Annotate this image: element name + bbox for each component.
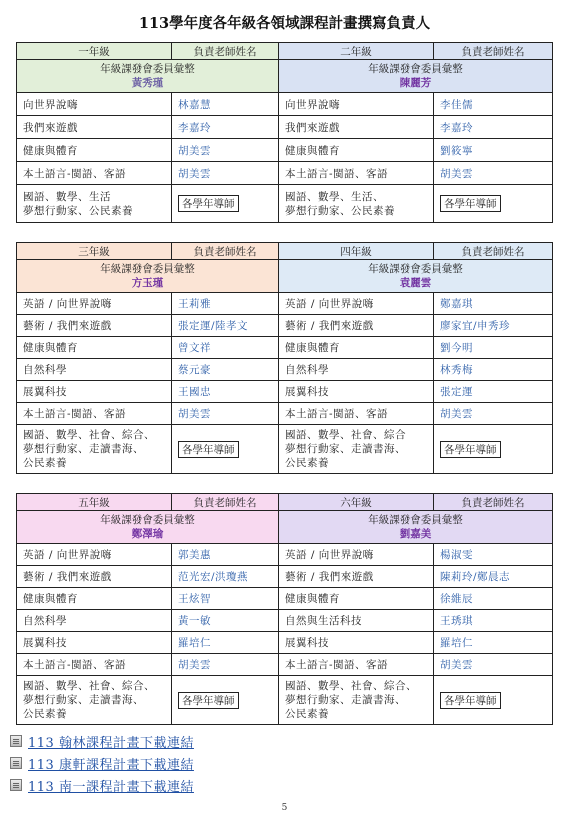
committee-cell xyxy=(17,511,279,544)
table-row xyxy=(17,403,553,425)
teacher-cell: 胡美雲 xyxy=(434,162,553,185)
teacher-column-header: 負責老師姓名 xyxy=(434,494,553,511)
subject-cell: 展翼科技 xyxy=(279,381,434,403)
table-row xyxy=(17,293,553,315)
committee-cell xyxy=(279,60,553,93)
committee-chair: 陳麗芳 xyxy=(399,77,432,89)
subject-cell: 藝術 / 我們來遊戲 xyxy=(17,566,172,588)
teacher-cell: 李佳儒 xyxy=(434,93,553,116)
grade-table-2 xyxy=(16,242,553,474)
table-row xyxy=(17,381,553,403)
homeroom-teacher-label: 各學年導師 xyxy=(178,692,239,709)
table-row xyxy=(17,93,553,116)
subject-cell: 英語 / 向世界說嗨 xyxy=(17,293,172,315)
subject-cell: 自然科學 xyxy=(17,359,172,381)
subject-cell: 藝術 / 我們來遊戲 xyxy=(17,315,172,337)
core-subjects-line: 國語、數學、社會、綜合、 xyxy=(285,680,417,692)
hanlin-download-link[interactable]: 113 翰林課程計畫下載連結 xyxy=(28,735,194,751)
teacher-cell: 楊淑雯 xyxy=(434,544,553,566)
subject-cell: 本土語言-閩語、客語 xyxy=(17,403,172,425)
nanyi-download-link[interactable]: 113 南一課程計畫下載連結 xyxy=(28,779,194,795)
core-subjects-line: 夢想行動家、公民素養 xyxy=(285,204,395,217)
teacher-column-header: 負責老師姓名 xyxy=(172,494,279,511)
subject-cell: 健康與體育 xyxy=(17,337,172,359)
grade-header: 五年級 xyxy=(17,494,172,511)
core-subjects-cell xyxy=(279,185,434,223)
teacher-cell: 羅培仁 xyxy=(434,632,553,654)
teacher-cell: 胡美雲 xyxy=(434,403,553,425)
table-row xyxy=(17,566,553,588)
homeroom-teacher-cell xyxy=(434,425,553,474)
teacher-cell: 胡美雲 xyxy=(434,654,553,676)
subject-cell: 我們來遊戲 xyxy=(17,116,172,139)
core-subjects-cell xyxy=(279,425,434,474)
table-row xyxy=(17,185,553,223)
committee-label: 年級課發會委員彙整 xyxy=(368,263,463,275)
grade-table-1 xyxy=(16,42,553,223)
teacher-cell: 胡美雲 xyxy=(172,162,279,185)
committee-label: 年級課發會委員彙整 xyxy=(100,63,195,75)
teacher-cell: 胡美雲 xyxy=(172,139,279,162)
subject-cell: 健康與體育 xyxy=(279,588,434,610)
teacher-cell: 林嘉慧 xyxy=(172,93,279,116)
core-subjects-line: 公民素養 xyxy=(285,708,329,720)
grade-header: 一年級 xyxy=(17,43,172,60)
teacher-cell: 王莉雅 xyxy=(172,293,279,315)
table-row xyxy=(17,139,553,162)
grade-header: 二年級 xyxy=(279,43,434,60)
teacher-cell: 黃一敏 xyxy=(172,610,279,632)
teacher-cell: 范光宏/洪瓊燕 xyxy=(172,566,279,588)
core-subjects-line: 國語、數學、生活 xyxy=(23,190,111,203)
committee-chair: 鄭澤瑜 xyxy=(131,528,164,540)
subject-cell: 健康與體育 xyxy=(279,337,434,359)
committee-label: 年級課發會委員彙整 xyxy=(368,514,463,526)
committee-label: 年級課發會委員彙整 xyxy=(100,263,195,275)
core-subjects-line: 國語、數學、社會、綜合 xyxy=(285,429,406,441)
grade-header: 三年級 xyxy=(17,243,172,260)
subject-cell: 本土語言-閩語、客語 xyxy=(279,403,434,425)
page-title: 113學年度各年級各領域課程計畫撰寫負責人 xyxy=(138,15,431,32)
link-row-kangxuan[interactable] xyxy=(10,752,194,774)
link-row-nanyi[interactable] xyxy=(10,774,194,796)
subject-cell: 本土語言-閩語、客語 xyxy=(279,654,434,676)
committee-chair: 方玉瑾 xyxy=(131,277,164,289)
core-subjects-line: 公民素養 xyxy=(23,708,67,720)
homeroom-teacher-cell xyxy=(172,425,279,474)
link-row-hanlin[interactable] xyxy=(10,730,194,752)
subject-cell: 藝術 / 我們來遊戲 xyxy=(279,566,434,588)
table-row xyxy=(17,425,553,474)
teacher-cell: 胡美雲 xyxy=(172,403,279,425)
homeroom-teacher-cell xyxy=(172,676,279,725)
teacher-column-header: 負責老師姓名 xyxy=(172,43,279,60)
subject-cell: 英語 / 向世界說嗨 xyxy=(17,544,172,566)
homeroom-teacher-label: 各學年導師 xyxy=(440,441,501,458)
document-icon xyxy=(10,757,22,769)
grade-header: 四年級 xyxy=(279,243,434,260)
subject-cell: 展翼科技 xyxy=(279,632,434,654)
teacher-cell: 王國忠 xyxy=(172,381,279,403)
homeroom-teacher-cell xyxy=(434,185,553,223)
core-subjects-line: 國語、數學、社會、綜合、 xyxy=(23,429,155,441)
teacher-column-header: 負責老師姓名 xyxy=(434,243,553,260)
core-subjects-line: 國語、數學、生活、 xyxy=(285,190,384,203)
committee-chair: 袁麗雲 xyxy=(399,277,432,289)
subject-cell: 英語 / 向世界說嗨 xyxy=(279,293,434,315)
subject-cell: 健康與體育 xyxy=(17,139,172,162)
teacher-cell: 徐維辰 xyxy=(434,588,553,610)
table-row xyxy=(17,359,553,381)
core-subjects-line: 夢想行動家、公民素養 xyxy=(23,204,133,217)
table-row xyxy=(17,337,553,359)
core-subjects-line: 公民素養 xyxy=(285,457,329,469)
core-subjects-cell xyxy=(17,425,172,474)
teacher-cell: 李嘉玲 xyxy=(434,116,553,139)
teacher-cell: 林秀梅 xyxy=(434,359,553,381)
table-row xyxy=(17,588,553,610)
committee-chair: 黃秀瑾 xyxy=(131,77,164,89)
subject-cell: 本土語言-閩語、客語 xyxy=(17,654,172,676)
teacher-cell: 張定運 xyxy=(434,381,553,403)
subject-cell: 自然與生活科技 xyxy=(279,610,434,632)
subject-cell: 健康與體育 xyxy=(279,139,434,162)
document-icon xyxy=(10,779,22,791)
grade-table-3 xyxy=(16,493,553,725)
teacher-cell: 陳莉玲/鄭晨志 xyxy=(434,566,553,588)
page-number: 5 xyxy=(281,803,288,813)
homeroom-teacher-label: 各學年導師 xyxy=(440,692,501,709)
core-subjects-cell xyxy=(17,676,172,725)
subject-cell: 展翼科技 xyxy=(17,381,172,403)
committee-label: 年級課發會委員彙整 xyxy=(368,63,463,75)
table-row xyxy=(17,315,553,337)
kangxuan-download-link[interactable]: 113 康軒課程計畫下載連結 xyxy=(28,757,194,773)
teacher-cell: 胡美雲 xyxy=(172,654,279,676)
table-row xyxy=(17,632,553,654)
core-subjects-line: 國語、數學、社會、綜合、 xyxy=(23,680,155,692)
homeroom-teacher-label: 各學年導師 xyxy=(440,195,501,212)
teacher-cell: 蔡元豪 xyxy=(172,359,279,381)
homeroom-teacher-cell xyxy=(172,185,279,223)
core-subjects-line: 夢想行動家、走讀書海、 xyxy=(23,694,144,706)
table-row xyxy=(17,162,553,185)
core-subjects-line: 公民素養 xyxy=(23,457,67,469)
subject-cell: 自然科學 xyxy=(17,610,172,632)
committee-label: 年級課發會委員彙整 xyxy=(100,514,195,526)
committee-cell xyxy=(279,511,553,544)
core-subjects-line: 夢想行動家、走讀書海、 xyxy=(285,694,406,706)
teacher-column-header: 負責老師姓名 xyxy=(172,243,279,260)
table-row xyxy=(17,610,553,632)
table-row xyxy=(17,544,553,566)
homeroom-teacher-label: 各學年導師 xyxy=(178,441,239,458)
homeroom-teacher-label: 各學年導師 xyxy=(178,195,239,212)
subject-cell: 英語 / 向世界說嗨 xyxy=(279,544,434,566)
teacher-cell: 張定運/陸孝文 xyxy=(172,315,279,337)
subject-cell: 我們來遊戲 xyxy=(279,116,434,139)
document-icon xyxy=(10,735,22,747)
subject-cell: 自然科學 xyxy=(279,359,434,381)
teacher-cell: 王琇琪 xyxy=(434,610,553,632)
download-links xyxy=(10,730,194,796)
subject-cell: 向世界說嗨 xyxy=(17,93,172,116)
subject-cell: 健康與體育 xyxy=(17,588,172,610)
core-subjects-cell xyxy=(17,185,172,223)
subject-cell: 向世界說嗨 xyxy=(279,93,434,116)
subject-cell: 本土語言-閩語、客語 xyxy=(279,162,434,185)
committee-cell xyxy=(17,60,279,93)
homeroom-teacher-cell xyxy=(434,676,553,725)
teacher-cell: 郭美惠 xyxy=(172,544,279,566)
grade-header: 六年級 xyxy=(279,494,434,511)
table-row xyxy=(17,654,553,676)
committee-cell xyxy=(17,260,279,293)
core-subjects-line: 夢想行動家、走讀書海、 xyxy=(285,443,406,455)
teacher-column-header: 負責老師姓名 xyxy=(434,43,553,60)
teacher-cell: 曾文祥 xyxy=(172,337,279,359)
subject-cell: 展翼科技 xyxy=(17,632,172,654)
committee-chair: 劉嘉美 xyxy=(399,528,432,540)
table-row xyxy=(17,116,553,139)
table-row xyxy=(17,676,553,725)
teacher-cell: 李嘉玲 xyxy=(172,116,279,139)
teacher-cell: 劉筱寧 xyxy=(434,139,553,162)
teacher-cell: 鄭嘉琪 xyxy=(434,293,553,315)
core-subjects-cell xyxy=(279,676,434,725)
committee-cell xyxy=(279,260,553,293)
teacher-cell: 羅培仁 xyxy=(172,632,279,654)
subject-cell: 本土語言-閩語、客語 xyxy=(17,162,172,185)
core-subjects-line: 夢想行動家、走讀書海、 xyxy=(23,443,144,455)
teacher-cell: 王炫智 xyxy=(172,588,279,610)
teacher-cell: 劉今明 xyxy=(434,337,553,359)
teacher-cell: 廖家宜/申秀珍 xyxy=(434,315,553,337)
subject-cell: 藝術 / 我們來遊戲 xyxy=(279,315,434,337)
